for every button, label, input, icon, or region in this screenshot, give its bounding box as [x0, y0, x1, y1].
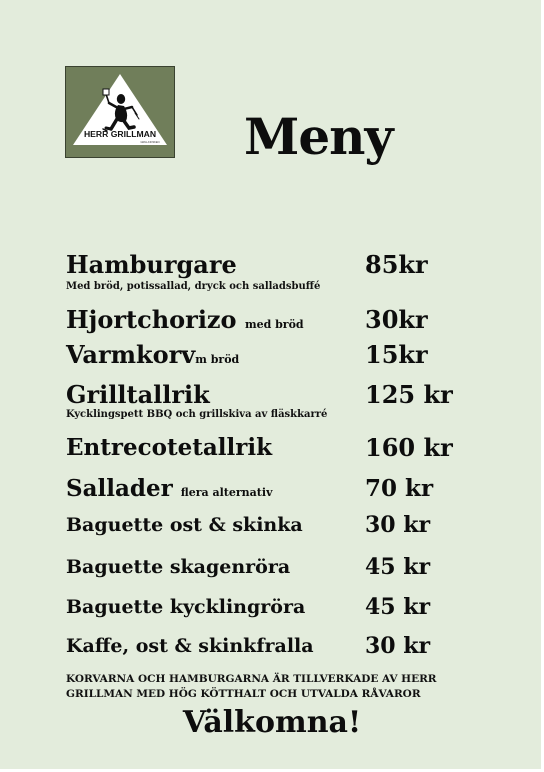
footer-notice: KORVARNA OCH HAMBURGARNA ÄR TILLVERKADE AV HERR GRILLMAN MED HÖG KÖTTHALT OCH UTVALDA RÅVAROR	[66, 673, 437, 700]
welcome-text: Välkomna!	[182, 705, 362, 740]
grillman-figure-icon	[66, 67, 174, 157]
logo-brand-text: HERR GRILLMAN	[83, 129, 157, 139]
menu-item-name: Baguette kycklingröra	[66, 596, 306, 618]
menu-title: Meny	[244, 107, 393, 166]
menu-item-name: Hjortchorizo med bröd	[66, 305, 304, 334]
herr-grillman-logo	[65, 66, 175, 158]
menu-item-description: Kycklingspett BBQ och grillskiva av fläskkarré	[66, 409, 328, 420]
menu-item-price: 30kr	[365, 305, 428, 334]
menu-item-price: 85kr	[365, 250, 428, 279]
menu-item-name: Baguette skagenröra	[66, 556, 291, 578]
menu-item-name: Kaffe, ost & skinkfralla	[66, 635, 314, 657]
menu-item-price: 70 kr	[365, 475, 434, 502]
menu-item-name: Hamburgare	[66, 250, 237, 279]
menu-item-description: Med bröd, potissallad, dryck och salladsbuffé	[66, 281, 321, 292]
menu-item-name: Entrecotetallrik	[66, 434, 273, 461]
menu-item-note: med bröd	[244, 318, 304, 331]
menu-item-name: Sallader flera alternativ	[66, 475, 273, 502]
menu-item-price: 15kr	[365, 340, 428, 369]
menu-item-note: m bröd	[195, 353, 240, 366]
menu-item-price: 30 kr	[365, 633, 431, 659]
menu-item-price: 160 kr	[365, 433, 453, 462]
menu-item-price: 30 kr	[365, 512, 431, 538]
menu-item-note: flera alternativ	[180, 486, 273, 499]
menu-item-name: Grilltallrik	[66, 380, 210, 409]
menu-item-name: Varmkorvm bröd	[66, 340, 240, 369]
menu-item-price: 45 kr	[365, 554, 431, 580]
menu-item-price: 125 kr	[365, 380, 453, 409]
menu-item-name: Baguette ost & skinka	[66, 514, 303, 536]
logo-tagline-text: GRILLKIOSKEN	[140, 141, 160, 144]
menu-item-price: 45 kr	[365, 594, 431, 620]
